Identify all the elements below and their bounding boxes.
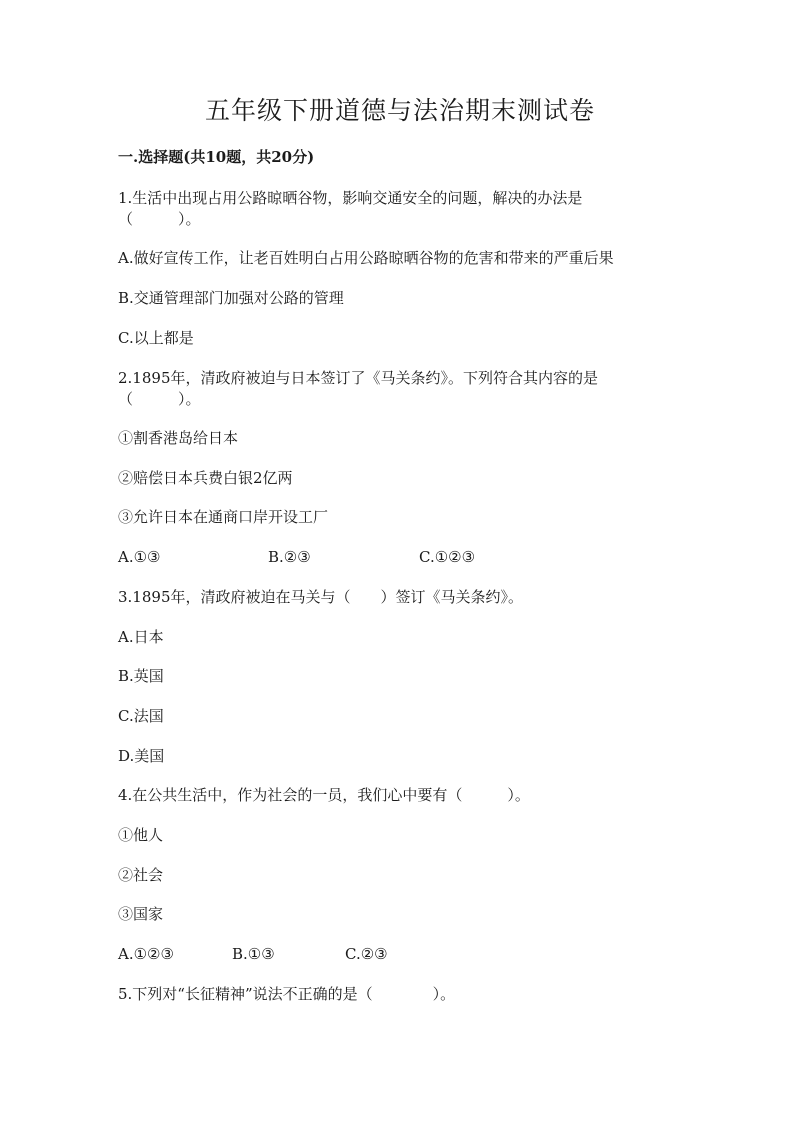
q1-option-b: B.交通管理部门加强对公路的管理 [118,289,344,307]
q2-stem-line1: 2.1895年，清政府被迫与日本签订了《马关条约》。下列符合其内容的是 [118,369,598,387]
page-title: 五年级下册道德与法治期末测试卷 [204,96,595,125]
q1-option-a: A.做好宣传工作，让老百姓明白占用公路晾晒谷物的危害和带来的严重后果 [118,249,614,267]
q3-option-b: B.英国 [118,667,164,685]
q4-item-1: ①他人 [118,826,164,844]
q2-item-2: ②赔偿日本兵费白银2亿两 [118,469,293,487]
q4-option-c: C.②③ [345,945,388,963]
q2-stem-line2: （ ）。 [118,390,201,408]
q4-item-3: ③国家 [118,905,164,923]
q4-item-2: ②社会 [118,866,164,884]
q3-option-a: A.日本 [118,628,164,646]
q2-item-1: ①割香港岛给日本 [118,429,239,447]
q1-stem-line2: （ ）。 [118,210,201,228]
q3-stem: 3.1895年，清政府被迫在马关与（ ）签订《马关条约》。 [118,588,523,606]
q3-option-c: C.法国 [118,707,164,725]
q1-option-c: C.以上都是 [118,329,194,347]
q4-option-b: B.①③ [232,945,275,963]
q2-option-b: B.②③ [268,548,311,566]
section-heading: 一.选择题(共10题，共20分) [118,148,315,166]
q1-stem-line1: 1.生活中出现占用公路晾晒谷物，影响交通安全的问题，解决的办法是 [118,189,583,207]
q2-option-c: C.①②③ [419,548,476,566]
q2-option-a: A.①③ [118,548,161,566]
q5-stem: 5.下列对“长征精神”说法不正确的是（ ）。 [118,985,456,1003]
q4-option-a: A.①②③ [118,945,174,963]
q3-option-d: D.美国 [118,747,165,765]
q2-item-3: ③允许日本在通商口岸开设工厂 [118,508,329,526]
q4-stem: 4.在公共生活中，作为社会的一员，我们心中要有（ ）。 [118,786,530,804]
